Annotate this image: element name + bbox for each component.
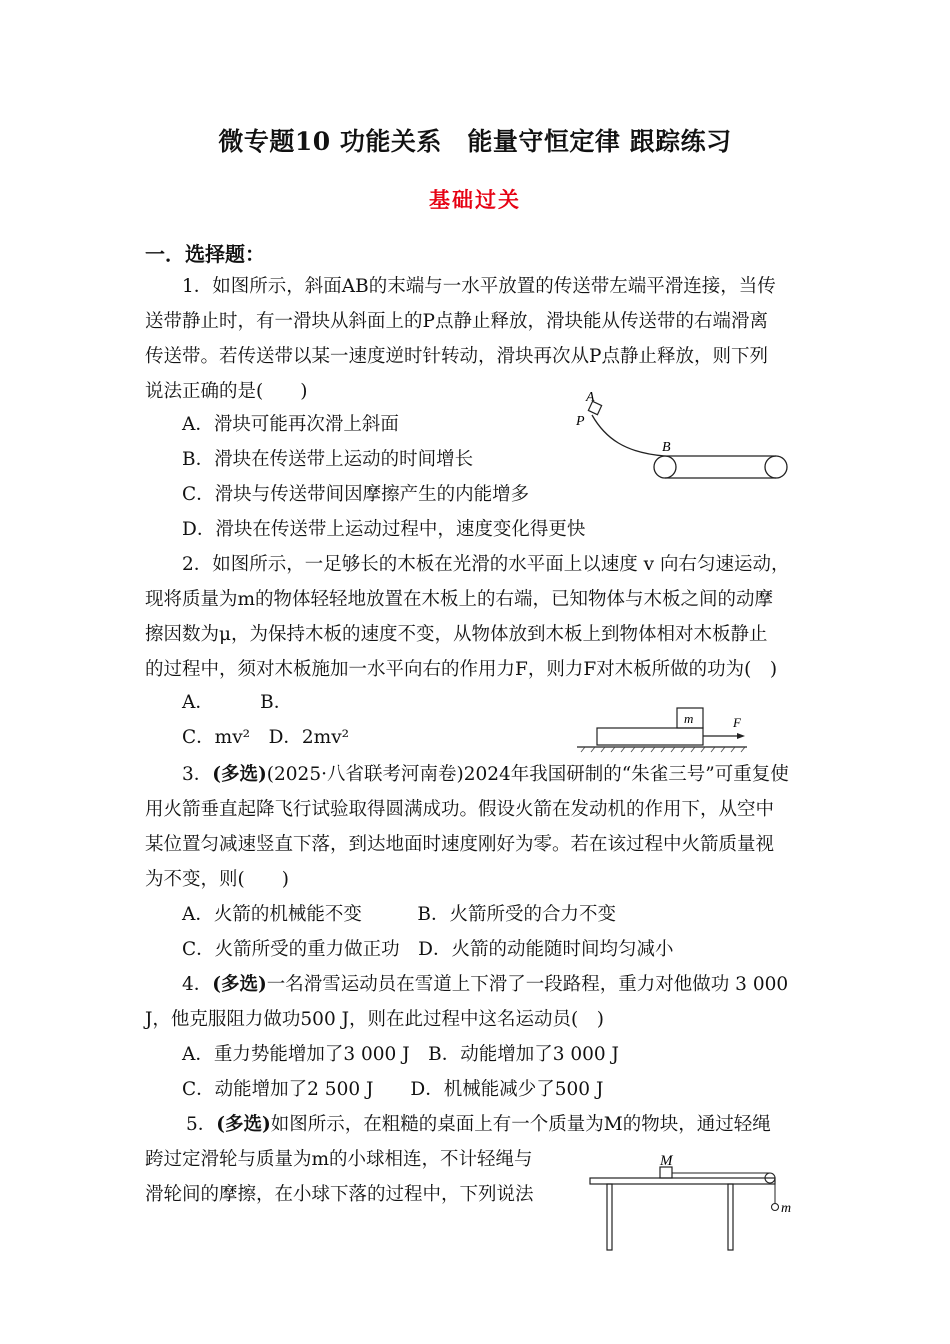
q5-fig-right-leg [728,1184,733,1250]
section-heading: 一．选择题： [145,242,265,266]
q3-options-ab: A．火箭的机械能不变 B．火箭所受的合力不变 [182,904,616,925]
q1-line-2: 送带静止时，有一滑块从斜面上的P点静止释放，滑块能从传送带的右端滑离 [145,311,768,332]
q5-figure-table-pulley [585,1146,810,1254]
q5-number: 5． [186,1114,217,1135]
q4-tag: (多选) [212,974,267,995]
q3-source: (2025·八省联考河南卷) [266,764,464,785]
q4-number: 4． [182,974,213,995]
q1-line-3: 传送带。若传送带以某一速度逆时针转动，滑块再次从P点静止释放，则下列 [145,346,768,367]
q3-options-cd: C．火箭所受的重力做正功 D．火箭的动能随时间均匀减小 [182,939,674,960]
q5-tag: (多选) [216,1114,271,1135]
q4-options-ab: A．重力势能增加了3 000 J B．动能增加了3 000 J [182,1044,619,1065]
q2-line-1: 2．如图所示，一足够长的木板在光滑的水平面上以速度 v 向右匀速运动， [182,554,790,575]
q3-tag: (多选) [212,764,267,785]
q1-fig-incline [592,415,665,456]
q3-line-3: 某位置匀减速竖直下落，到达地面时速度刚好为零。若在该过程中火箭质量视 [145,834,775,855]
q2-options-cd: C．mv² D．2mv² [182,727,350,748]
q1-fig-label-p: P [576,414,585,429]
q3-line-2: 用火箭垂直起降飞行试验取得圆满成功。假设火箭在发动机的作用下，从空中 [145,799,775,820]
q5-line-1 [186,1113,771,1137]
q4-line-1-rest: 一名滑雪运动员在雪道上下滑了一段路程，重力对他做功 3 000 [266,974,789,995]
section-subtitle: 基础过关 [429,187,521,212]
q5-fig-label-m: m [781,1201,792,1216]
q2-fig-arrowhead [737,733,745,739]
q2-fig-ground-hatch [581,747,745,752]
q2-options-ab: A． B． [182,692,293,713]
q2-line-4: 的过程中，须对木板施加一水平向右的作用力F，则力F对木板所做的功为( ) [145,659,778,680]
q5-fig-tabletop [590,1178,775,1184]
q5-line-2: 跨过定滑轮与质量为m的小球相连，不计轻绳与 [145,1149,533,1170]
q1-figure-incline-conveyor [570,383,800,483]
q1-line-4: 说法正确的是( ) [145,381,308,402]
q1-option-a: A．滑块可能再次滑上斜面 [182,414,399,435]
q1-option-b: B．滑块在传送带上运动的时间增长 [182,449,474,470]
q1-fig-left-roller [654,456,676,478]
q1-fig-label-b: B [662,440,671,455]
q2-line-2: 现将质量为m的物体轻轻地放置在木板上的右端，已知物体与木板之间的动摩 [145,589,774,610]
page-title: 微专题10 功能关系 能量守恒定律 跟踪练习 [218,127,732,156]
q1-option-d: D．滑块在传送带上运动过程中，速度变化得更快 [182,519,586,540]
q4-line-1 [182,973,788,997]
q3-line-1: 3．(多选)(2025·八省联考河南卷)2024年我国研制的“朱雀三号”可重复使 [182,764,789,785]
q2-fig-label-m: m [684,711,694,726]
q3-line-4: 为不变，则( ) [145,869,289,890]
q5-line-1-rest: 如图所示，在粗糙的桌面上有一个质量为M的物块，通过轻绳 [270,1114,771,1135]
q2-line-3: 擦因数为μ，为保持木板的速度不变，从物体放到木板上到物体相对木板静止 [145,624,768,645]
q4-line-2: J，他克服阻力做功500 J，则在此过程中这名运动员( ) [145,1009,604,1030]
q1-fig-right-roller [765,456,787,478]
q5-fig-left-leg [607,1184,612,1250]
q5-fig-label-M: M [660,1153,673,1169]
q5-line-3: 滑轮间的摩擦，在小球下落的过程中，下列说法 [145,1184,534,1205]
q2-fig-label-f: F [733,715,741,730]
q5-fig-ball [772,1204,779,1211]
q3-line-1-rest: 2024年我国研制的“朱雀三号”可重复使 [463,764,789,785]
q1-line-1: 1．如图所示，斜面AB的末端与一水平放置的传送带左端平滑连接，当传 [182,276,776,297]
q2-figure-board-block [575,703,755,755]
q1-option-c: C．滑块与传送带间因摩擦产生的内能增多 [182,484,530,505]
q4-options-cd: C．动能增加了2 500 J D．机械能减少了500 J [182,1079,604,1100]
q1-fig-label-a: A [586,390,595,405]
q2-fig-board [597,728,703,745]
